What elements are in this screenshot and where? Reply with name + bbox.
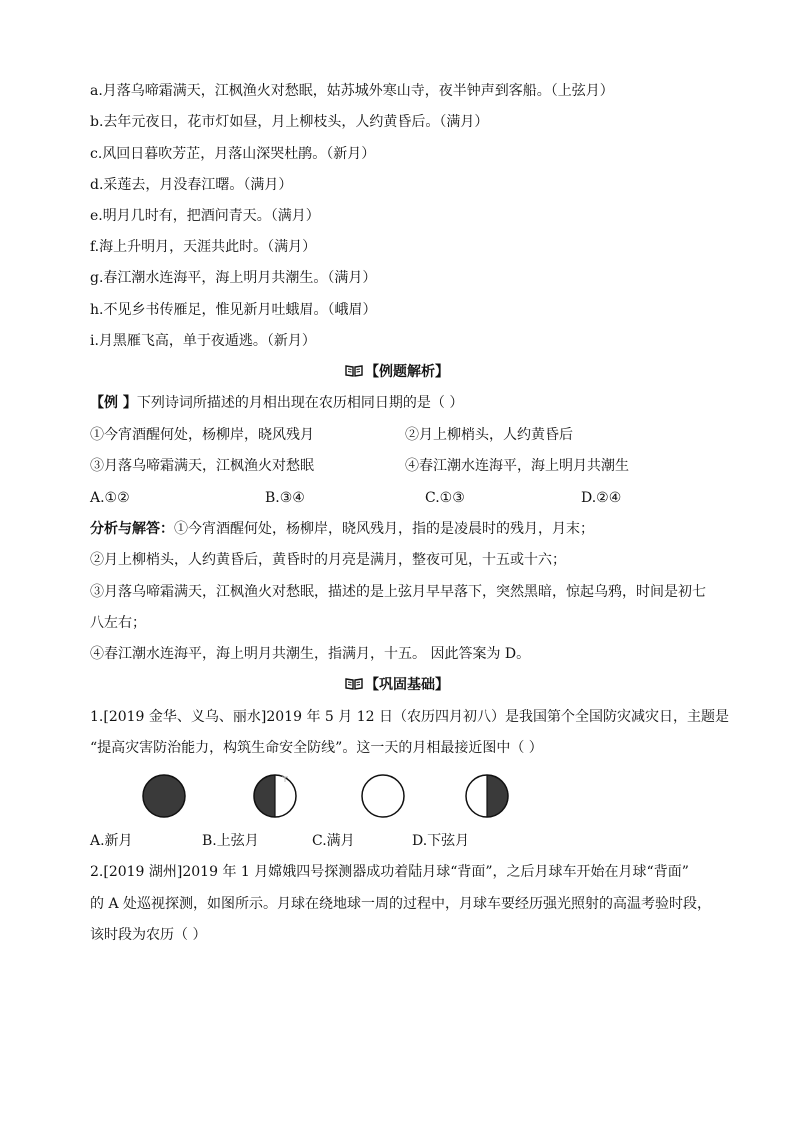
analysis-line-1 xyxy=(90,519,594,539)
poem-line-a: a.月落乌啼霜满天，江枫渔火对愁眠，姑苏城外寒山寺，夜半钟声到客船。（上弦月） xyxy=(90,83,614,99)
example-item-2: ②月上柳梢头，人约黄昏后 xyxy=(405,427,573,443)
poem-line-i: i.月黑雁飞高，单于夜遁逃。（新月） xyxy=(90,333,316,349)
poem-line-d: d.采莲去，月没春江曙。（满月） xyxy=(90,177,293,193)
q1-option-c: C.满月 xyxy=(312,833,355,849)
q2-line-2: 的 A 处巡视探测，如图所示。月球在绕地球一周的过程中，月球车要经历强光照射的高温考验时段， xyxy=(90,896,712,912)
example-question xyxy=(90,393,463,413)
example-option-c: C.①③ xyxy=(425,490,465,506)
new-moon-icon xyxy=(141,773,187,819)
open-book-icon xyxy=(345,365,363,377)
example-option-b: B.③④ xyxy=(265,490,305,506)
analysis-line-3: ③月落乌啼霜满天，江枫渔火对愁眠，描述的是上弦月早早落下，突然黑暗，惊起乌鸦，时间是初七 xyxy=(90,584,706,600)
full-moon-icon xyxy=(360,773,406,819)
analysis-line-3-cont: 八左右； xyxy=(90,615,146,631)
analysis-label: 分析与解答： xyxy=(90,521,174,537)
analysis-line-2: ②月上柳梢头，人约黄昏后，黄昏时的月亮是满月，整夜可见，十五或十六； xyxy=(90,552,566,568)
poem-line-f: f.海上升明月，天涯共此时。（满月） xyxy=(90,239,317,255)
section-heading-example xyxy=(0,362,794,382)
q1-option-b: B.上弦月 xyxy=(202,833,259,849)
example-item-4: ④春江潮水连海平，海上明月共潮生 xyxy=(405,458,629,474)
poem-line-b: b.去年元夜日，花市灯如昼，月上柳枝头，人约黄昏后。（满月） xyxy=(90,114,489,130)
poem-line-h: h.不见乡书传雁足，惟见新月吐蛾眉。（峨眉） xyxy=(90,302,377,318)
q1-line-1: 1.[2019 金华、义乌、丽水]2019 年 5 月 12 日（农历四月初八）是我国第个全国防灾减灾日，主题是 xyxy=(90,709,729,725)
q1-option-a: A.新月 xyxy=(90,833,133,849)
first-quarter-moon-icon xyxy=(252,773,298,819)
q2-line-1: 2.[2019 湖州]2019 年 1 月嫦娥四号探测器成功着陆月球“背面”，之后月球车开始在月球“背面” xyxy=(90,864,689,880)
analysis-text-1: ①今宵酒醒何处，杨柳岸，晓风残月，指的是凌晨时的残月，月末； xyxy=(174,521,594,537)
analysis-line-4: ④春江潮水连海平，海上明月共潮生，指满月，十五。 因此答案为 D。 xyxy=(90,646,531,662)
poem-line-c: c.风回日暮吹芳芷，月落山深哭杜鹃。（新月） xyxy=(90,146,376,162)
poem-line-g: g.春江潮水连海平，海上明月共潮生。（满月） xyxy=(90,270,377,286)
poem-line-e: e.明月几时有，把酒问青天。（满月） xyxy=(90,208,320,224)
section-title: 【例题解析】 xyxy=(365,364,449,380)
example-item-3: ③月落乌啼霜满天，江枫渔火对愁眠 xyxy=(90,458,314,474)
example-tag: 【例 】 xyxy=(90,395,137,411)
q2-line-3: 该时段为农历（ ） xyxy=(90,927,207,943)
example-option-d: D.②④ xyxy=(581,490,622,506)
open-book-icon xyxy=(345,678,363,690)
example-option-a: A.①② xyxy=(90,490,130,506)
last-quarter-moon-icon xyxy=(464,773,510,819)
section-title: 【巩固基础】 xyxy=(365,677,449,693)
section-heading-consolidate xyxy=(0,675,794,695)
example-item-1: ①今宵酒醒何处，杨柳岸，晓风残月 xyxy=(90,427,314,443)
q1-option-d: D.下弦月 xyxy=(412,833,470,849)
q1-line-2: “提高灾害防治能力，构筑生命安全防线”。这一天的月相最接近图中（ ） xyxy=(90,740,543,756)
example-question-text: 下列诗词所描述的月相出现在农历相同日期的是（ ） xyxy=(136,395,464,411)
